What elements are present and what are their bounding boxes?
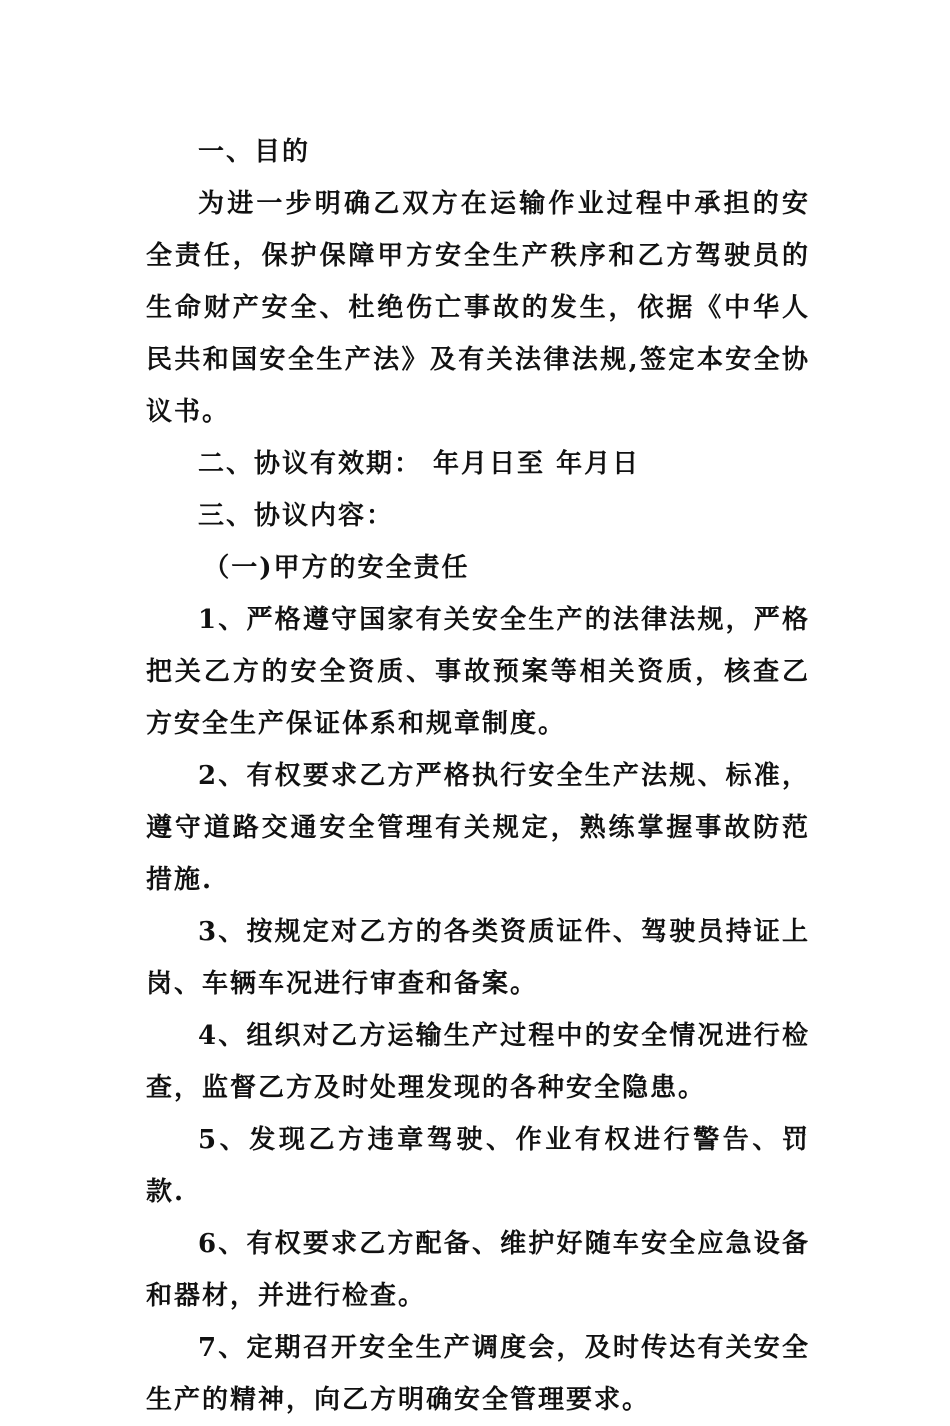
document-body <box>146 126 810 1426</box>
section-heading-purpose: 一、目的 <box>198 137 311 167</box>
clause-4: 4、组织对乙方运输生产过程中的安全情况进行检查，监督乙方及时处理发现的各种安全隐患。 <box>146 1021 810 1103</box>
clause-7: 7、定期召开安全生产调度会，及时传达有关安全生产的精神，向乙方明确安全管理要求。 <box>146 1333 810 1415</box>
subsection-heading-party-a: （一)甲方的安全责任 <box>203 553 470 583</box>
clause-1: 1、严格遵守国家有关安全生产的法律法规，严格把关乙方的安全资质、事故预案等相关资质，核查乙方安全生产保证体系和规章制度。 <box>146 605 810 739</box>
clause-6: 6、有权要求乙方配备、维护好随车安全应急设备和器材，并进行检查。 <box>146 1229 810 1311</box>
section-heading-validity: 二、协议有效期： 年月日至 年月日 <box>198 449 641 479</box>
clause-5: 5、发现乙方违章驾驶、作业有权进行警告、罚款. <box>146 1125 810 1207</box>
paragraph-purpose: 为进一步明确乙双方在运输作业过程中承担的安全责任，保护保障甲方安全生产秩序和乙方驾驶员的生命财产安全、杜绝伤亡事故的发生，依据《中华人民共和国安全生产法》及有关法律法规,签定本安全协议书。 <box>146 189 810 427</box>
section-heading-content: 三、协议内容： <box>198 501 395 531</box>
clause-2: 2、有权要求乙方严格执行安全生产法规、标准，遵守道路交通安全管理有关规定，熟练掌握事故防范措施. <box>146 761 810 895</box>
clause-3: 3、按规定对乙方的各类资质证件、驾驶员持证上岗、车辆车况进行审查和备案。 <box>146 917 810 999</box>
